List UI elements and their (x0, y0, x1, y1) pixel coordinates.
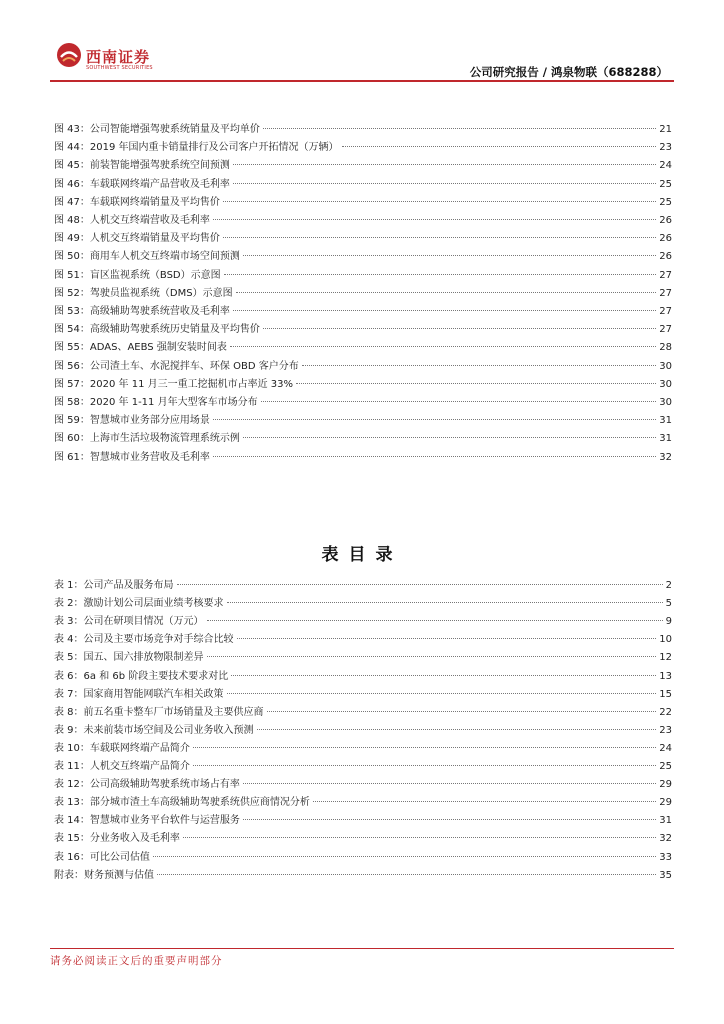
dot-leader (177, 584, 663, 585)
table-toc-row[interactable] (54, 704, 672, 722)
toc-entry-page: 32 (659, 451, 672, 463)
figure-toc-row[interactable] (54, 248, 672, 266)
logo-text-en: SOUTHWEST SECURITIES (86, 65, 153, 71)
dot-leader (243, 255, 656, 256)
toc-entry-page: 30 (659, 360, 672, 372)
toc-entry-label: 图 57：2020 年 11 月三一重工挖掘机市占率近 33% (54, 378, 294, 390)
table-toc-row[interactable] (54, 812, 672, 830)
toc-entry-label: 图 56：公司渣土车、水泥搅拌车、环保 OBD 客户分布 (54, 360, 299, 372)
figure-toc-row[interactable] (54, 339, 672, 357)
toc-entry-page: 30 (659, 397, 672, 408)
dot-leader (267, 711, 657, 712)
toc-entry-page: 10 (659, 634, 672, 646)
toc-entry-page: 27 (659, 269, 672, 281)
dot-leader (223, 237, 656, 238)
table-toc-row[interactable] (54, 686, 672, 704)
figure-toc-row[interactable] (54, 157, 672, 175)
toc-entry-page: 24 (659, 742, 672, 754)
dot-leader (261, 401, 657, 402)
toc-entry-page: 26 (659, 215, 672, 226)
page-header (50, 38, 674, 80)
dot-leader (213, 456, 656, 457)
logo-mark-icon (56, 42, 82, 68)
dot-leader (257, 729, 657, 730)
toc-entry-page: 9 (665, 616, 672, 628)
dot-leader (236, 292, 657, 293)
dot-leader (213, 219, 656, 220)
toc-entry-label: 图 54：高级辅助驾驶系统历史销量及平均售价 (54, 324, 260, 336)
figure-toc-row[interactable] (54, 121, 672, 139)
figure-toc-row[interactable] (54, 303, 672, 321)
toc-entry-label: 图 55：ADAS、AEBS 强制安装时间表 (54, 342, 227, 354)
toc-entry-page: 26 (659, 251, 672, 263)
dot-leader (233, 164, 656, 165)
figure-toc-row[interactable] (54, 449, 672, 467)
toc-entry-page: 13 (659, 670, 672, 682)
figure-toc-row[interactable] (54, 358, 672, 376)
table-toc-row[interactable] (54, 830, 672, 848)
dot-leader (313, 801, 656, 802)
toc-entry-label: 表 13：部分城市渣土车高级辅助驾驶系统供应商情况分析 (54, 797, 310, 809)
toc-entry-label: 表 6：6a 和 6b 阶段主要技术要求对比 (54, 670, 229, 682)
company-logo (56, 42, 166, 78)
dot-leader (223, 201, 656, 202)
toc-entry-page: 24 (659, 160, 672, 172)
toc-entry-page: 25 (659, 196, 672, 208)
dot-leader (296, 383, 656, 384)
toc-entry-label: 图 51：盲区监视系统（BSD）示意图 (54, 269, 221, 281)
footer-disclaimer: 请务必阅读正文后的重要声明部分 (50, 955, 223, 967)
toc-entry-label: 附表：财务预测与估值 (54, 869, 154, 881)
toc-entry-label: 表 12：公司高级辅助驾驶系统市场占有率 (54, 779, 240, 791)
toc-entry-label: 表 3：公司在研项目情况（万元） (54, 616, 204, 628)
figure-toc-row[interactable] (54, 230, 672, 248)
table-toc-row[interactable] (54, 776, 672, 794)
figure-toc-row[interactable] (54, 394, 672, 412)
toc-entry-page: 27 (659, 306, 672, 317)
dot-leader (153, 856, 656, 857)
toc-entry-page: 28 (659, 342, 672, 354)
toc-entry-label: 表 9：未来前装市场空间及公司业务收入预测 (54, 724, 254, 736)
dot-leader (227, 693, 657, 694)
toc-entry-page: 22 (659, 706, 672, 718)
figure-toc-row[interactable] (54, 267, 672, 285)
toc-entry-label: 图 47：车载联网终端销量及平均售价 (54, 196, 220, 208)
dot-leader (207, 620, 663, 621)
toc-entry-page: 30 (659, 378, 672, 390)
toc-entry-label: 图 58：2020 年 1-11 月年大型客车市场分布 (54, 397, 258, 408)
dot-leader (157, 874, 656, 875)
logo-text-cn: 西南证券 (86, 48, 151, 66)
toc-entry-label: 表 14：智慧城市业务平台软件与运营服务 (54, 815, 240, 827)
toc-entry-label: 图 46：车载联网终端产品营收及毛利率 (54, 178, 230, 190)
figure-toc-row[interactable] (54, 321, 672, 339)
toc-entry-label: 表 2：激励计划公司层面业绩考核要求 (54, 598, 224, 610)
table-toc-row[interactable] (54, 758, 672, 776)
toc-entry-page: 32 (659, 833, 672, 845)
dot-leader (213, 419, 656, 420)
toc-entry-page: 25 (659, 761, 672, 772)
table-toc-row[interactable] (54, 867, 672, 885)
toc-entry-page: 12 (659, 652, 672, 664)
toc-entry-label: 图 45：前装智能增强驾驶系统空间预测 (54, 160, 230, 172)
toc-entry-label: 表 16：可比公司估值 (54, 851, 150, 863)
dot-leader (302, 365, 657, 366)
figure-toc-row[interactable] (54, 430, 672, 448)
toc-entry-label: 图 59：智慧城市业务部分应用场景 (54, 415, 210, 427)
toc-entry-label: 表 7：国家商用智能网联汽车相关政策 (54, 688, 224, 700)
dot-leader (342, 146, 657, 147)
dot-leader (233, 310, 656, 311)
figure-toc-row[interactable] (54, 194, 672, 212)
toc-entry-label: 图 60：上海市生活垃圾物流管理系统示例 (54, 433, 240, 445)
dot-leader (243, 783, 656, 784)
toc-entry-page: 2 (665, 580, 672, 591)
dot-leader (243, 819, 656, 820)
figure-toc-row[interactable] (54, 176, 672, 194)
figure-toc-row[interactable] (54, 139, 672, 157)
table-toc-row[interactable] (54, 722, 672, 740)
toc-entry-label: 表 11：人机交互终端产品简介 (54, 761, 190, 772)
toc-entry-page: 35 (659, 869, 672, 881)
dot-leader (263, 328, 656, 329)
toc-entry-page: 27 (659, 287, 672, 299)
toc-entry-page: 23 (659, 724, 672, 736)
dot-leader (207, 656, 657, 657)
dot-leader (193, 747, 656, 748)
dot-leader (233, 183, 656, 184)
toc-entry-page: 31 (659, 415, 672, 427)
toc-entry-label: 表 15：分业务收入及毛利率 (54, 833, 180, 845)
table-toc-row[interactable] (54, 631, 672, 649)
dot-leader (237, 638, 657, 639)
toc-entry-label: 图 61：智慧城市业务营收及毛利率 (54, 451, 210, 463)
header-divider (50, 80, 674, 82)
toc-entry-label: 图 43：公司智能增强驾驶系统销量及平均单价 (54, 124, 260, 135)
dot-leader (230, 346, 656, 347)
toc-entry-page: 29 (659, 779, 672, 791)
table-toc-row[interactable] (54, 794, 672, 812)
toc-entry-label: 表 4：公司及主要市场竞争对手综合比较 (54, 634, 234, 646)
table-toc-row[interactable] (54, 740, 672, 758)
toc-entry-page: 27 (659, 324, 672, 336)
toc-entry-page: 31 (659, 815, 672, 827)
toc-entry-page: 25 (659, 178, 672, 190)
footer-divider (50, 948, 674, 949)
figure-toc-row[interactable] (54, 376, 672, 394)
toc-entry-label: 表 1：公司产品及服务布局 (54, 580, 174, 591)
toc-entry-page: 29 (659, 797, 672, 809)
toc-entry-page: 5 (665, 598, 672, 610)
toc-entry-label: 表 10：车载联网终端产品简介 (54, 742, 190, 754)
figure-toc-row[interactable] (54, 212, 672, 230)
toc-entry-label: 图 44：2019 年国内重卡销量排行及公司客户开拓情况（万辆） (54, 142, 339, 154)
table-toc-row[interactable] (54, 577, 672, 595)
toc-entry-label: 表 8：前五名重卡整车厂市场销量及主要供应商 (54, 706, 264, 718)
toc-entry-label: 图 50：商用车人机交互终端市场空间预测 (54, 251, 240, 263)
table-toc-row[interactable] (54, 649, 672, 667)
table-toc-row[interactable] (54, 668, 672, 686)
toc-entry-page: 33 (659, 851, 672, 863)
dot-leader (263, 128, 656, 129)
dot-leader (224, 274, 657, 275)
dot-leader (183, 837, 656, 838)
toc-entry-page: 23 (659, 142, 672, 154)
toc-entry-page: 26 (659, 233, 672, 245)
figure-toc-row[interactable] (54, 412, 672, 430)
toc-entry-label: 图 49：人机交互终端销量及平均售价 (54, 233, 220, 245)
toc-entry-label: 表 5：国五、国六排放物限制差异 (54, 652, 204, 664)
dot-leader (231, 675, 656, 676)
toc-entry-page: 31 (659, 433, 672, 445)
toc-entry-label: 图 53：高级辅助驾驶系统营收及毛利率 (54, 306, 230, 317)
toc-entry-label: 图 52：驾驶员监视系统（DMS）示意图 (54, 287, 233, 299)
dot-leader (227, 602, 663, 603)
table-toc-row[interactable] (54, 595, 672, 613)
dot-leader (193, 765, 656, 766)
toc-entry-page: 21 (659, 124, 672, 135)
toc-entry-label: 图 48：人机交互终端营收及毛利率 (54, 215, 210, 226)
dot-leader (243, 437, 656, 438)
figure-toc-row[interactable] (54, 285, 672, 303)
toc-entry-page: 15 (659, 688, 672, 700)
tables-heading: 表目录 (321, 545, 403, 565)
table-toc-row[interactable] (54, 849, 672, 867)
report-title: 公司研究报告 / 鸿泉物联（688288） (469, 65, 668, 79)
table-toc-row[interactable] (54, 613, 672, 631)
